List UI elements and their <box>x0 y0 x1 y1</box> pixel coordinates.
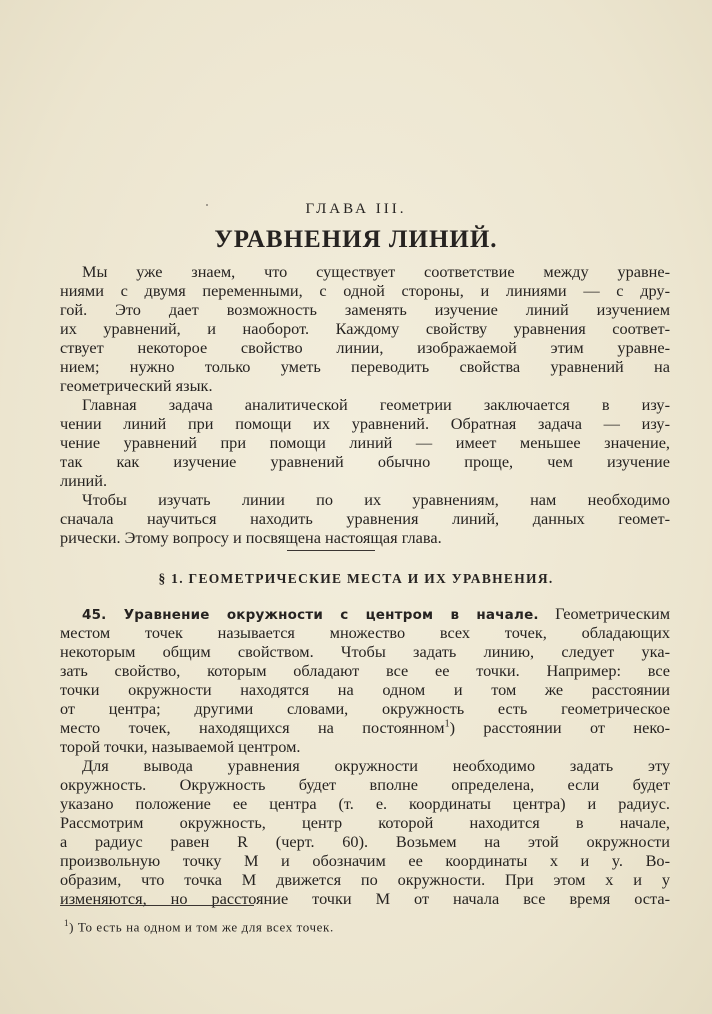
text-line: Рассмотрим окружность, центр которой находится в начале, <box>60 813 670 832</box>
text-line: зать свойство, которым обладают все ее точки. Например: все <box>60 661 670 680</box>
text-line: указано положение ее центра (т. е. координаты центра) и радиус. <box>60 794 670 813</box>
text-line: чение уравнений при помощи линий — имеет меньшее значение, <box>60 433 670 452</box>
footnote-divider <box>60 905 254 906</box>
footnote-reference: 1 <box>444 718 450 730</box>
text-line: изменяются, но расстояние точки M от начала все время оста- <box>60 889 670 908</box>
text-line: гой. Это дает возможность заменять изучение линий изучением <box>60 300 670 319</box>
text-line <box>60 718 670 737</box>
text-line: сначала научиться находить уравнения линий, данных геомет- <box>60 509 670 528</box>
footnote <box>64 918 334 935</box>
text-line <box>60 604 670 623</box>
section-divider <box>287 550 375 551</box>
text-line: окружность. Окружность будет вполне определена, если будет <box>60 775 670 794</box>
text-line: торой точки, называемой центром. <box>60 737 301 756</box>
footnote-text: ) То есть на одном и том же для всех точек. <box>69 919 334 935</box>
footnote-mark: 1 <box>64 918 70 928</box>
chapter-label: ГЛАВА III. <box>305 201 407 217</box>
text-line: а радиус равен R (черт. 60). Возьмем на этой окружности <box>60 832 670 851</box>
text-line: Для вывода уравнения окружности необходимо задать эту <box>82 756 670 775</box>
text-line: ствует некоторое свойство линии, изображаемой этим уравне- <box>60 338 670 357</box>
text-line: рически. Этому вопросу и посвящена настоящая глава. <box>60 528 442 547</box>
text-line: ниями с двумя переменными, с одной стороны, и линиями — с дру- <box>60 281 670 300</box>
text-line: от центра; другими словами, окружность есть геометрическое <box>60 699 670 718</box>
chapter-title: УРАВНЕНИЯ ЛИНИЙ. <box>214 226 498 253</box>
text-line: нием; нужно только уметь переводить свойства уравнений на <box>60 357 670 376</box>
text-line: Мы уже знаем, что существует соответствие между уравне- <box>82 262 670 281</box>
intro-text <box>60 262 670 547</box>
text-line: так как изучение уравнений обычно проще, чем изучение <box>60 452 670 471</box>
text-line: Главная задача аналитической геометрии заключается в изу- <box>82 395 670 414</box>
text-run: ) расстоянии от неко- <box>449 718 671 737</box>
text-line: геометрический язык. <box>60 376 213 395</box>
text-line: точки окружности находятся на одном и том же расстоянии <box>60 680 670 699</box>
section-heading: § 1. ГЕОМЕТРИЧЕСКИЕ МЕСТА И ИХ УРАВНЕНИЯ. <box>158 571 554 586</box>
text-line: их уравнений, и наоборот. Каждому свойству уравнения соответ- <box>60 319 670 338</box>
text-line: произвольную точку M и обозначим ее координаты x и y. Во- <box>60 851 670 870</box>
article-text <box>60 604 670 908</box>
text-run: место точек, находящихся на постоянном <box>60 718 445 737</box>
text-line: Чтобы изучать линии по их уравнениям, нам необходимо <box>82 490 670 509</box>
text-line: чении линий при помощи их уравнений. Обратная задача — изу- <box>60 414 670 433</box>
text-run: Геометрическим <box>538 604 671 623</box>
text-line: линий. <box>60 471 108 490</box>
text-line: образим, что точка M движется по окружности. При этом x и y <box>60 870 670 889</box>
text-line: некоторым общим свойством. Чтобы задать линию, следует ука- <box>60 642 670 661</box>
text-line: местом точек называется множество всех точек, обладающих <box>60 623 670 642</box>
article-heading: 45. Уравнение окружности с центром в начале. <box>82 607 539 623</box>
